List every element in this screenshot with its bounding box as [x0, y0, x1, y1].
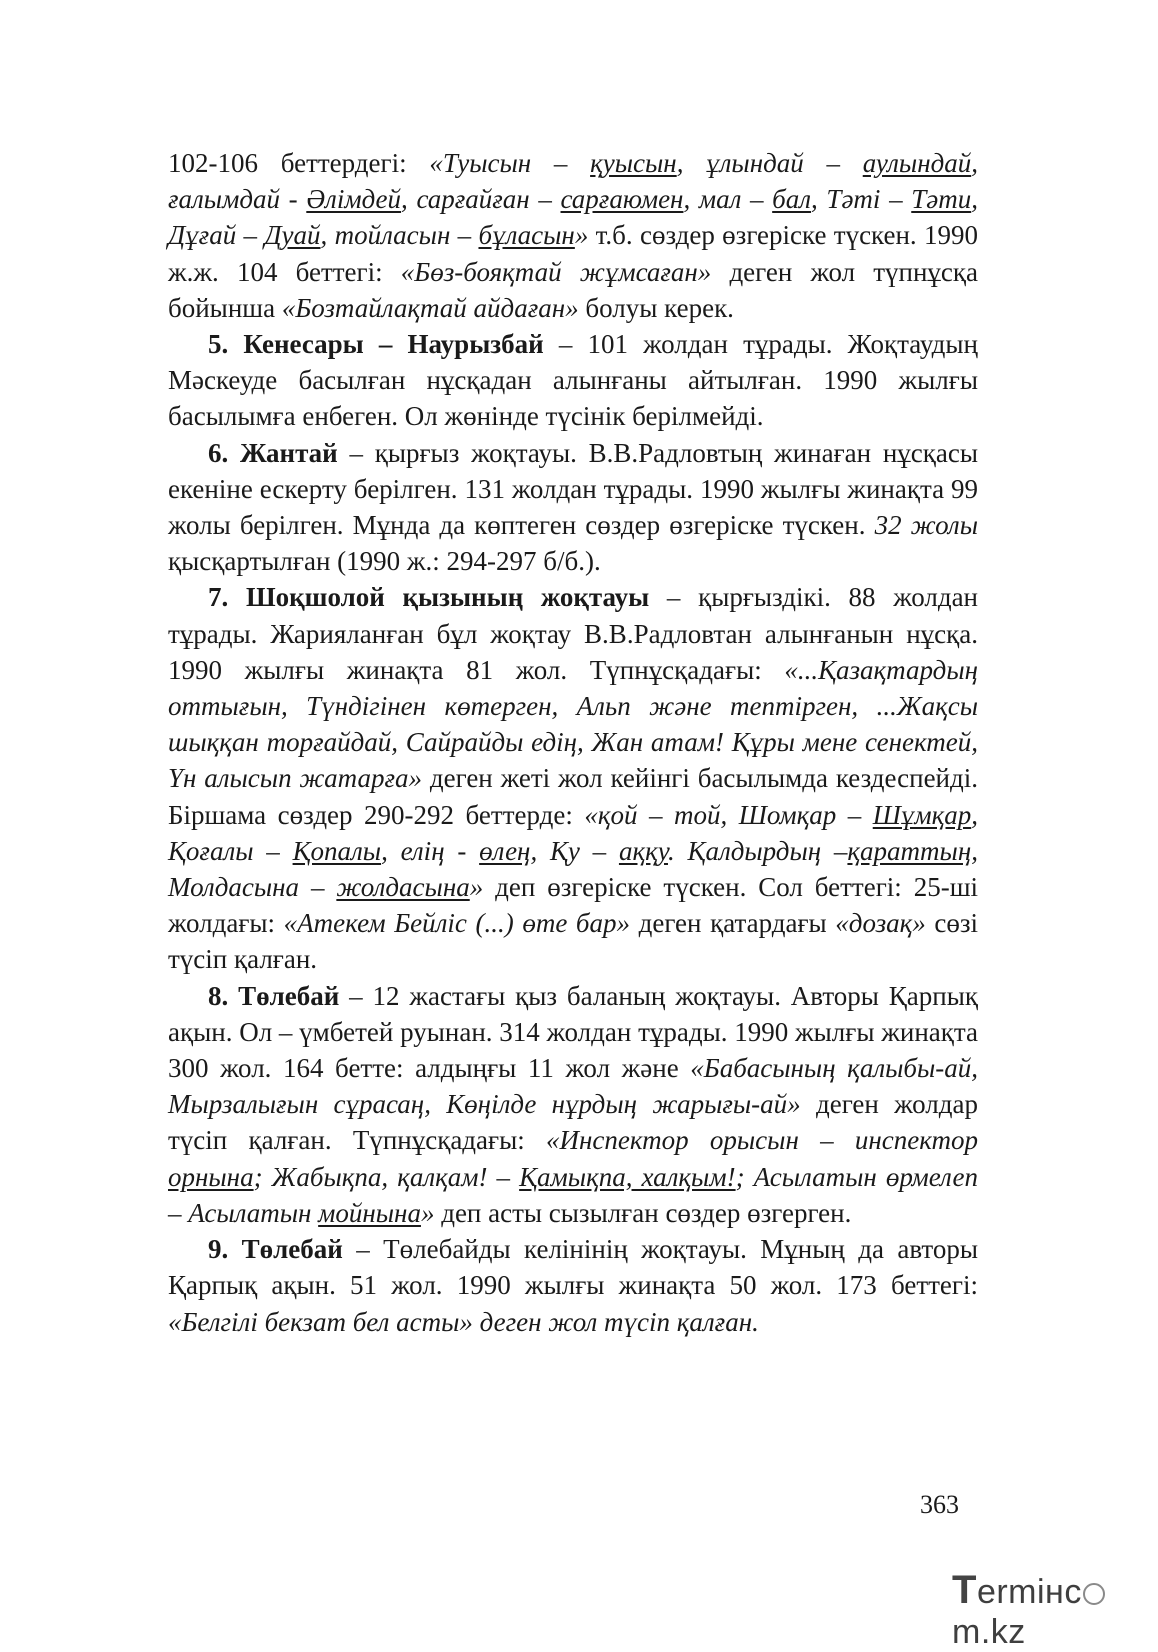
text-run: ; Жабықпа, қалқам! – [253, 1161, 520, 1192]
text-run: «Туысын – [429, 148, 591, 178]
text-run: » [574, 220, 589, 251]
bold-heading: 7. Шоқшолой қызының жоқтауы [208, 582, 650, 613]
underlined-word: өлең [479, 835, 531, 866]
text-run: – Төлебайды келінінің жоқтауы. Мұның да авторы Қарпық ақын. 51 жол. 1990 жылғы жинақта 50 жол. 173 беттегі: [168, 1234, 978, 1301]
text-run: – қырғыздікі. 88 жолдан тұрады. Жарияланған бұл жоқтау В.В.Радловтан алынғанын нұсқа. 1990 жылғы жинақта 81 жол. Түпнұсқадағы: [168, 582, 979, 685]
text-run: деген қатардағы [630, 908, 836, 939]
text-run: . Қалдырдың – [667, 835, 848, 866]
text-run: , Тәті – [811, 184, 912, 215]
underlined-word: бұласын [478, 220, 575, 251]
text-run: деп асты сызылған сөздер өзгерген. [434, 1197, 852, 1228]
underlined-word: Шұмқар [872, 799, 972, 830]
text-run: – қырғыз жоқтауы. В.В.Радловтың жинаған нұсқасы екеніне ескерту берілген. 131 жолдан тұрады. 1990 жылғы жинақта 99 жолы берілген. Мұнда да көптеген сөздер өзгеріске түскен. [168, 437, 978, 541]
text-run: , Дұғай – [168, 184, 978, 251]
text-run: , тойласын – [320, 220, 479, 251]
text-run: 32 жолы [874, 510, 978, 541]
underlined-word: қуысын [590, 148, 677, 178]
page-body-text [168, 145, 978, 1340]
underlined-word: аққу [618, 835, 668, 866]
underlined-word: сарғаюмен [560, 184, 684, 215]
text-run: «...Қазақтардың оттығын, Түндігінен көтерген, Альп және тептірген, ...Жақсы шыққан торғайдай, Сайрайды едің, Жан атам! Құры мене сенектей, Үн алысып жатарға» [168, 654, 978, 794]
paragraph [168, 579, 978, 977]
text-run: т.б. сөздер өзгеріске түскен. 1990 ж.ж. 104 беттегі: [168, 220, 978, 287]
underlined-word: жолдасына [336, 872, 470, 903]
bold-heading: 9. Төлебай [208, 1234, 343, 1265]
text-run: 102-106 беттердегі: [168, 148, 430, 178]
text-run: – 12 жастағы қыз баланың жоқтауы. Авторы Қарпық ақын. Ол – үмбетей руынан. 314 жолдан тұрады. 1990 жылғы жинақта 300 жол. 164 бетте: алдыңғы 11 жол және [168, 980, 978, 1084]
bold-heading: 8. Төлебай [208, 980, 340, 1011]
text-run: деген жол түпнұсқа бойынша [168, 256, 978, 323]
text-run: «Бозтайлақтай айдаған» [281, 292, 579, 323]
underlined-word: Дуай [264, 220, 321, 251]
text-run: сөзі түсіп қалған. [168, 908, 979, 975]
paragraph [168, 145, 978, 326]
text-run: , Қу – [530, 835, 619, 866]
bold-heading: 6. Жантай [208, 437, 338, 468]
text-run: – 101 жолдан тұрады. Жоқтаудың Мәскеуде басылған нұсқадан алынғаны айтылған. 1990 жылғы басылымға енбеген. Ол жөнінде түсінік берілмейді. [168, 329, 978, 432]
text-run: , Қоғалы – [168, 799, 979, 866]
text-run: , мал – [683, 184, 773, 215]
watermark-logo: Termінcm.kz [952, 1568, 1158, 1652]
text-run: «Атекем Бейліс (...) өте бар» [283, 908, 630, 939]
underlined-word: Тәти [911, 184, 972, 215]
text-run: «Бөз-бояқтай жұмсаған» [400, 256, 712, 287]
text-run: «Бабасының қалыбы-ай, Мырзалығын сұрасаң, Көңілде нұрдың жарығы-ай» [168, 1053, 978, 1120]
underlined-word: орнына [168, 1161, 254, 1192]
text-run: ; Асылатын өрмелеп – Асылатын [168, 1161, 978, 1228]
text-run: деген жеті жол кейінгі басылымда кездеспейді. Біршама сөздер 290-292 беттерде: [168, 763, 978, 830]
text-run: , ұлындай – [676, 148, 863, 178]
underlined-word: қараттың [847, 835, 972, 866]
text-run: «дозақ» [835, 908, 926, 939]
text-run: «қой – той, Шомқар – [584, 799, 873, 830]
text-run: деген жолдар түсіп қалған. Түпнұсқадағы: [168, 1089, 978, 1156]
ring-icon [1083, 1583, 1105, 1605]
underlined-word: бал [772, 184, 812, 215]
bold-heading: 5. Кенесары – Наурызбай [208, 329, 544, 360]
page-number: 363 [920, 1490, 959, 1519]
underlined-word: аулындай [862, 148, 972, 178]
text-run: , ғалымдай - [168, 148, 978, 215]
text-run: «Инспектор орысын – инспектор [546, 1125, 978, 1156]
underlined-word: Әлімдей [306, 184, 402, 215]
paragraph [168, 435, 978, 580]
underlined-word: Қопалы [292, 835, 382, 866]
paragraph [168, 1231, 978, 1340]
paragraph [168, 326, 978, 435]
text-run: болуы керек. [578, 292, 734, 323]
underlined-word: Қамықпа, халқым! [519, 1161, 736, 1192]
text-run: » [469, 872, 484, 903]
text-run: » [420, 1197, 435, 1228]
text-run: қысқартылған (1990 ж.: 294-297 б/б.). [168, 546, 601, 577]
underlined-word: мойнына [318, 1197, 421, 1228]
text-run: , елің - [381, 835, 480, 866]
text-run: «Белгілі бекзат бел асты» деген жол түсіп қалған. [168, 1306, 759, 1337]
text-run: деп өзгеріске түскен. Сол беттегі: 25-ші жолдағы: [168, 872, 978, 939]
text-run: , сарғайған – [401, 184, 561, 215]
text-run: , Молдасына – [168, 835, 978, 903]
paragraph [168, 978, 978, 1231]
